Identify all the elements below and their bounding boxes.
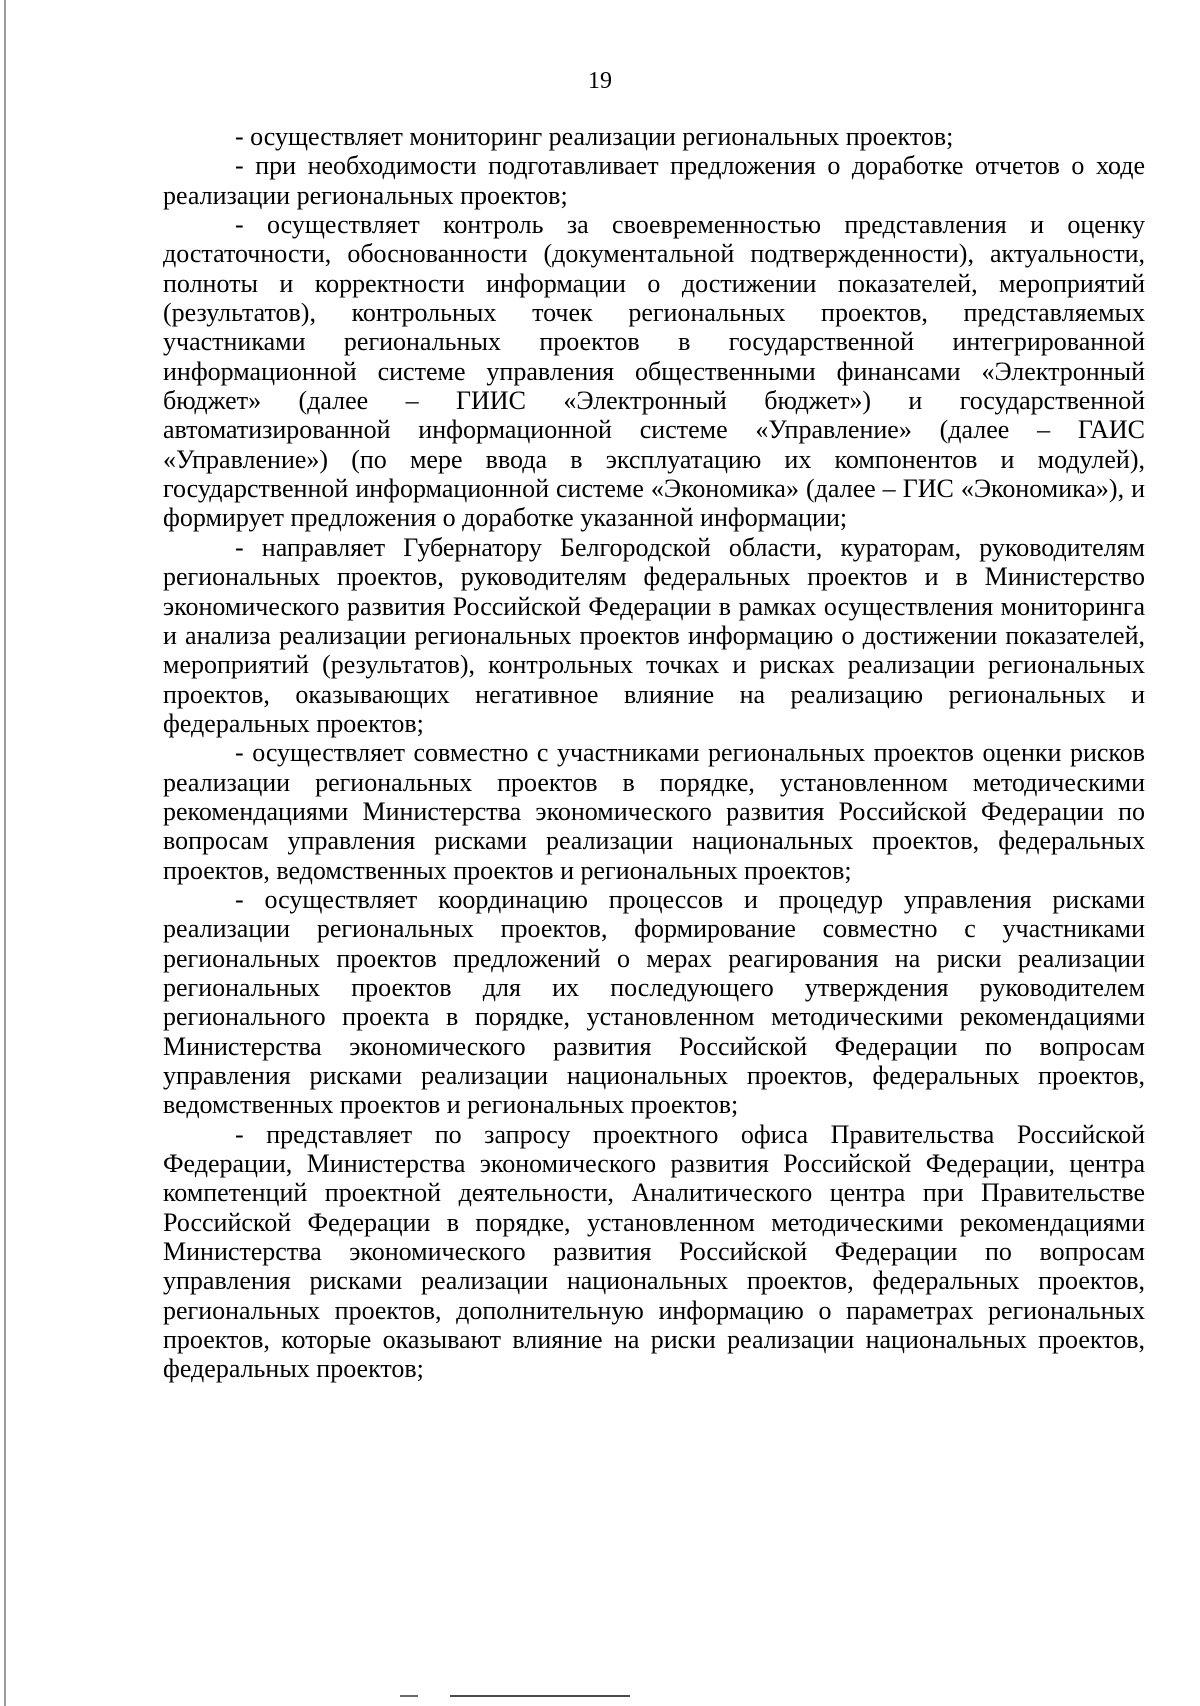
scan-edge-line bbox=[4, 0, 6, 1706]
paragraph-report-revision: - при необходимости подготавливает предложения о доработке отчетов о ходе реализации региональных проектов; bbox=[163, 151, 1145, 210]
paragraph-risk-assessment: - осуществляет совместно с участниками региональных проектов оценки рисков реализации региональных проектов в порядке, установленном методическими рекомендациями Министерства экономического развития Российской Федерации по вопросам управления рисками реализации национальных проектов, федеральных проектов, ведомственных проектов и региональных проектов; bbox=[163, 738, 1145, 885]
paragraph-information-control: - осуществляет контроль за своевременностью представления и оценку достаточности, обоснованности (документальной подтвержденности), актуальности, полноты и корректности информации о достижении показателей, мероприятий (результатов), контрольных точек региональных проектов, представляемых участниками региональных проектов в государственной интегрированной информационной системе управления общественными финансами «Электронный бюджет» (далее – ГИИС «Электронный бюджет») и государственной автоматизированной информационной системе «Управление» (далее – ГАИС «Управление») (по мере ввода в эксплуатацию их компонентов и модулей), государственной информационной системе «Экономика» (далее – ГИС «Экономика»), и формирует предложения о доработке указанной информации; bbox=[163, 210, 1145, 533]
paragraph-risk-coordination: - осуществляет координацию процессов и процедур управления рисками реализации региональных проектов, формирование совместно с участниками региональных проектов предложений о мерах реагирования на риски реализации региональных проектов для их последующего утверждения руководителем регионального проекта в порядке, установленном методическими рекомендациями Министерства экономического развития Российской Федерации по вопросам управления рисками реализации национальных проектов, федеральных проектов, ведомственных проектов и региональных проектов; bbox=[163, 884, 1145, 1120]
document-body bbox=[163, 122, 1145, 1384]
paragraph-information-distribution: - направляет Губернатору Белгородской области, кураторам, руководителям региональных проектов, руководителям федеральных проектов и в Министерство экономического развития Российской Федерации в рамках осуществления мониторинга и анализа реализации региональных проектов информацию о достижении показателей, мероприятий (результатов), контрольных точках и рисках реализации региональных проектов, оказывающих негативное влияние на реализацию региональных и федеральных проектов; bbox=[163, 532, 1145, 738]
page-number: 19 bbox=[588, 68, 612, 94]
paragraph-additional-information: - представляет по запросу проектного офиса Правительства Российской Федерации, Министерства экономического развития Российской Федерации, центра компетенций проектной деятельности, Аналитического центра при Правительстве Российской Федерации в порядке, установленном методическими рекомендациями Министерства экономического развития Российской Федерации по вопросам управления рисками реализации национальных проектов, федеральных проектов, региональных проектов, дополнительную информацию о параметрах региональных проектов, которые оказывают влияние на риски реализации национальных проектов, федеральных проектов; bbox=[163, 1119, 1145, 1384]
scan-mark-long bbox=[450, 1695, 630, 1697]
paragraph-monitoring: - осуществляет мониторинг реализации региональных проектов; bbox=[235, 122, 954, 151]
scan-bottom-marks bbox=[400, 1695, 640, 1697]
scan-mark-short bbox=[400, 1695, 418, 1697]
